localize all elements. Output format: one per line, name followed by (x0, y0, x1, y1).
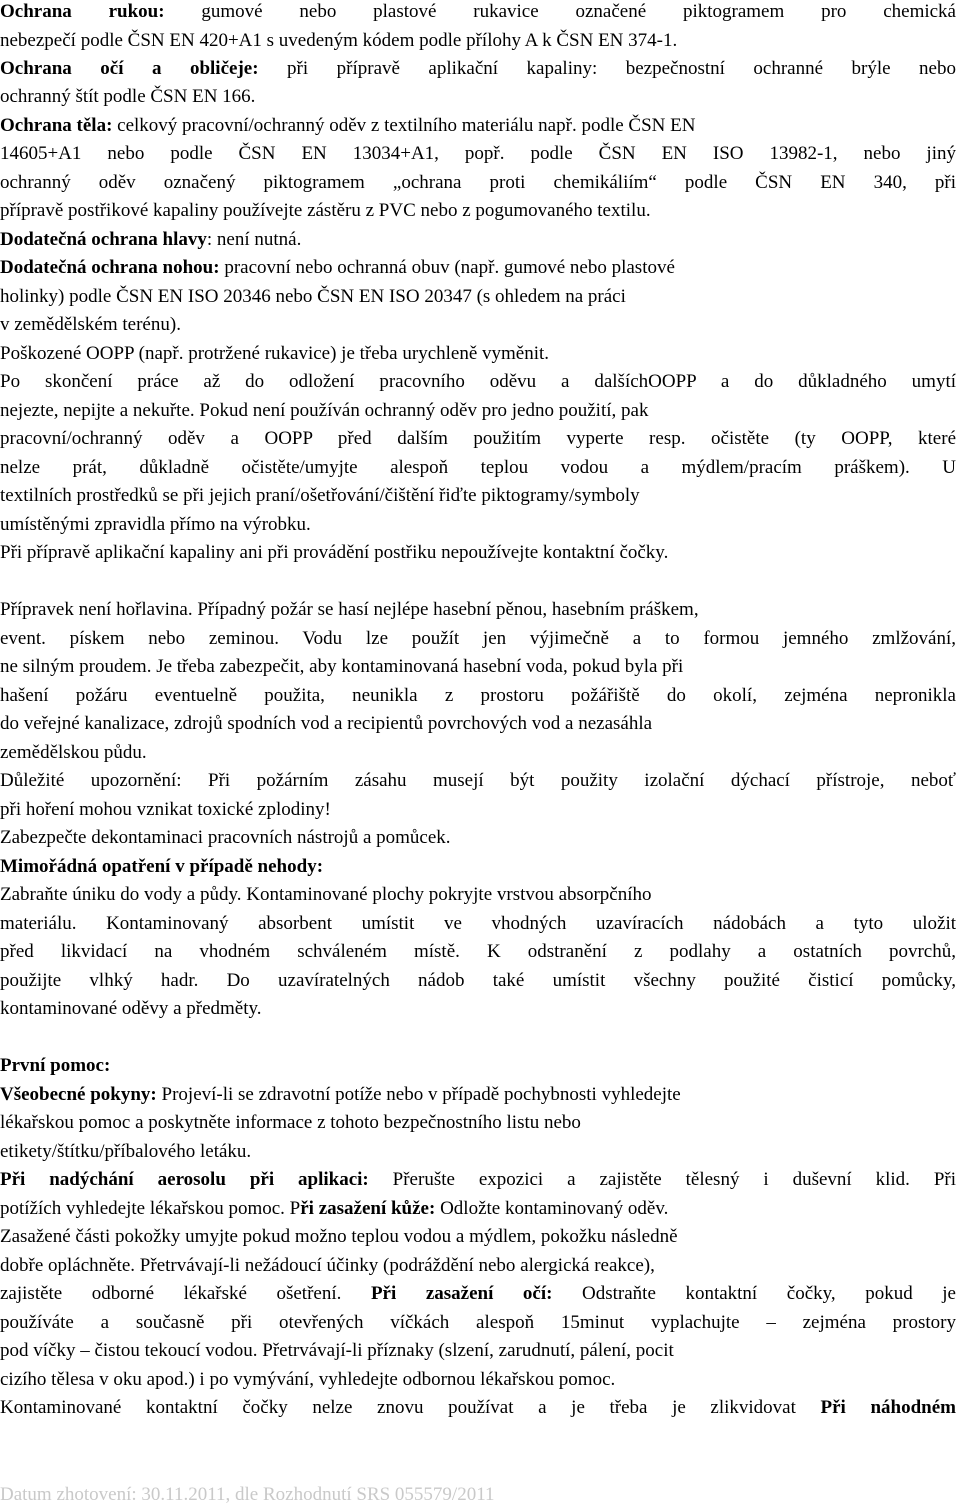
body-text: ochranný oděv označený piktogramem „ochrana proti chemikáliím“ podle ČSN EN 340, při (0, 172, 956, 193)
body-text: nejezte, nepijte a nekuřte. Pokud není používán ochranný oděv pro jedno použití, pak (0, 400, 649, 421)
bold-heading-text: Mimořádná opatření v případě nehody: (0, 856, 324, 877)
text-line (0, 314, 181, 336)
text-line (0, 628, 956, 650)
body-text: ochranný štít podle ČSN EN 166. (0, 86, 256, 107)
body-text: kontaminované oděvy a předměty. (0, 998, 262, 1019)
text-line (0, 1226, 678, 1248)
text-line (0, 1, 956, 23)
text-line (0, 656, 683, 678)
body-text: pod víčky – čistou tekoucí vodou. Přetrvávají-li příznaky (slzení, zarudnutí, pálení, pocit (0, 1340, 674, 1361)
body-text: Odstraňte kontaktní čočky, pokud je (552, 1283, 956, 1304)
body-text: gumové nebo plastové rukavice označené piktogramem pro chemická (164, 1, 956, 22)
text-line (0, 770, 956, 792)
text-line (0, 1141, 251, 1163)
body-text: Při přípravě aplikační kapaliny ani při provádění postřiku nepoužívejte kontaktní čočky. (0, 542, 669, 563)
body-text: používáte a současně při otevřených víčkách alespoň 15minut vyplachujte – zejména prostory (0, 1312, 956, 1333)
text-line (0, 1084, 681, 1106)
text-line (0, 143, 956, 165)
text-line (0, 1312, 956, 1334)
text-line (0, 970, 956, 992)
bold-heading-text: ři zasažení kůže: (300, 1198, 436, 1219)
text-line (0, 457, 956, 479)
bold-heading-text: Ochrana rukou: (0, 1, 165, 22)
body-text: holinky) podle ČSN EN ISO 20346 nebo ČSN EN ISO 20347 (s ohledem na práci (0, 286, 626, 307)
text-line (0, 1369, 615, 1391)
text-line (0, 913, 956, 935)
bold-heading-text: Dodatečná ochrana nohou: (0, 257, 220, 278)
body-text: materiálu. Kontaminovaný absorbent umístit ve vhodných uzavíracích nádobách a tyto uložit (0, 913, 956, 934)
body-text: v zemědělském terénu). (0, 314, 181, 335)
bold-heading-text: Všeobecné pokyny: (0, 1084, 157, 1105)
body-text: pracovní/ochranný oděv a OOPP před dalším použitím vyperte resp. očistěte (ty OOPP, které (0, 428, 956, 449)
text-line (0, 1112, 581, 1134)
body-text: Poškozené OOPP (např. protržené rukavice) je třeba urychleně vyměnit. (0, 343, 550, 364)
body-text: : není nutná. (206, 229, 302, 250)
bold-heading-text: Při nadýchání aerosolu při aplikaci: (0, 1169, 369, 1190)
text-line (0, 286, 626, 308)
text-line (0, 229, 301, 251)
text-line (0, 400, 648, 422)
text-line (0, 58, 956, 80)
text-line (0, 884, 652, 906)
body-text: 14605+A1 nebo podle ČSN EN 13034+A1, popř. podle ČSN EN ISO 13982-1, nebo jiný (0, 143, 956, 164)
text-line (0, 343, 549, 365)
body-text: Důležité upozornění: Při požárním zásahu musejí být použity izolační dýchací přístroje, neboť (0, 770, 956, 791)
text-line (0, 514, 311, 536)
text-line (0, 1283, 956, 1305)
body-text: Zasažené části pokožky umyjte pokud možno teplou vodou a mýdlem, pokožku následně (0, 1226, 678, 1247)
text-line (0, 115, 695, 137)
text-line (0, 30, 677, 52)
body-text: Po skončení práce až do odložení pracovního oděvu a dalšíchOOPP a do důkladného umytí (0, 371, 956, 392)
text-line (0, 172, 956, 194)
text-line (0, 371, 956, 393)
body-text: Odložte kontaminovaný oděv. (435, 1198, 669, 1219)
body-text: umístěnými zpravidla přímo na výrobku. (0, 514, 311, 535)
body-text: celkový pracovní/ochranný oděv z textilního materiálu např. podle ČSN EN (112, 115, 696, 136)
body-text: Zabezpečte dekontaminaci pracovních nástrojů a pomůcek. (0, 827, 451, 848)
body-text: použijte vlhký hadr. Do uzavíratelných nádob také umístit všechny použité čisticí pomůcky, (0, 970, 956, 991)
body-text: Projeví-li se zdravotní potíže nebo v případě pochybnosti vyhledejte (156, 1084, 681, 1105)
text-line (0, 428, 956, 450)
text-line (0, 200, 651, 222)
text-line (0, 941, 956, 963)
text-line (0, 1340, 674, 1362)
text-line (0, 1055, 110, 1077)
text-line (0, 1255, 655, 1277)
text-line (0, 998, 262, 1020)
text-line (0, 827, 451, 849)
body-text: cizího tělesa v oku apod.) i po vymývání, vyhledejte odbornou lékařskou pomoc. (0, 1369, 616, 1390)
body-text: Zabraňte úniku do vody a půdy. Kontaminované plochy pokryjte vrstvou absorpčního (0, 884, 652, 905)
body-text: nelze prát, důkladně očistěte/umyjte alespoň teplou vodou a mýdlem/pracím práškem). U (0, 457, 956, 478)
body-text: pracovní nebo ochranná obuv (např. gumové nebo plastové (219, 257, 675, 278)
text-line (0, 856, 323, 878)
body-text: při přípravě aplikační kapaliny: bezpečnostní ochranné brýle nebo (258, 58, 956, 79)
body-text: event. pískem nebo zeminou. Vodu lze použít jen výjimečně a to formou jemného zmlžování, (0, 628, 956, 649)
text-line (0, 485, 640, 507)
body-text: do veřejné kanalizace, zdrojů spodních vod a recipientů povrchových vod a nezasáhla (0, 713, 653, 734)
body-text: zajistěte odborné lékařské ošetření. (0, 1283, 371, 1304)
body-text: lékařskou pomoc a poskytněte informace z tohoto bezpečnostního listu nebo (0, 1112, 581, 1133)
bold-heading-text: Při zasažení očí: (370, 1283, 553, 1304)
footer-watermark: Datum zhotovení: 30.11.2011, dle Rozhodnutí SRS 055579/2011 (0, 1484, 495, 1505)
body-text: potížích vyhledejte lékařskou pomoc. P (0, 1198, 301, 1219)
text-line (0, 599, 699, 621)
bold-heading-text: Při náhodném (820, 1397, 956, 1418)
bold-heading-text: Ochrana očí a obličeje: (0, 58, 259, 79)
text-line (0, 742, 147, 764)
body-text: dobře opláchněte. Přetrvávají-li nežádoucí účinky (podráždění nebo alergická reakce), (0, 1255, 655, 1276)
text-line (0, 799, 331, 821)
body-text: zemědělskou půdu. (0, 742, 147, 763)
body-text: při hoření mohou vznikat toxické zplodiny! (0, 799, 331, 820)
text-line (0, 685, 956, 707)
body-text: nebezpečí podle ČSN EN 420+A1 s uvedeným kódem podle přílohy A k ČSN EN 374-1. (0, 30, 678, 51)
body-text: etikety/štítku/příbalového letáku. (0, 1141, 252, 1162)
body-text: před likvidací na vhodném schváleném místě. K odstranění z podlahy a ostatních povrchů, (0, 941, 956, 962)
body-text: textilních prostředků se při jejich praní/ošetřování/čištění řiďte piktogramy/symboly (0, 485, 640, 506)
body-text: Kontaminované kontaktní čočky nelze znovu používat a je třeba je zlikvidovat (0, 1397, 821, 1418)
text-line (0, 1397, 956, 1419)
body-text: ne silným proudem. Je třeba zabezpečit, aby kontaminovaná hasební voda, pokud byla při (0, 656, 684, 677)
text-line (0, 1169, 956, 1191)
text-line (0, 542, 668, 564)
text-line (0, 86, 255, 108)
bold-heading-text: Ochrana těla: (0, 115, 113, 136)
bold-heading-text: První pomoc: (0, 1055, 111, 1076)
text-line (0, 1198, 668, 1220)
text-line (0, 713, 652, 735)
body-text: přípravě postřikové kapaliny používejte zástěru z PVC nebo z pogumovaného textilu. (0, 200, 651, 221)
text-line (0, 257, 675, 279)
bold-heading-text: Dodatečná ochrana hlavy (0, 229, 207, 250)
body-text: Přerušte expozici a zajistěte tělesný i duševní klid. Při (368, 1169, 956, 1190)
body-text: hašení požáru eventuelně použita, neunikla z prostoru požářiště do okolí, zejména nepronikla (0, 685, 956, 706)
body-text: Přípravek není hořlavina. Případný požár se hasí nejlépe hasební pěnou, hasebním práškem, (0, 599, 699, 620)
